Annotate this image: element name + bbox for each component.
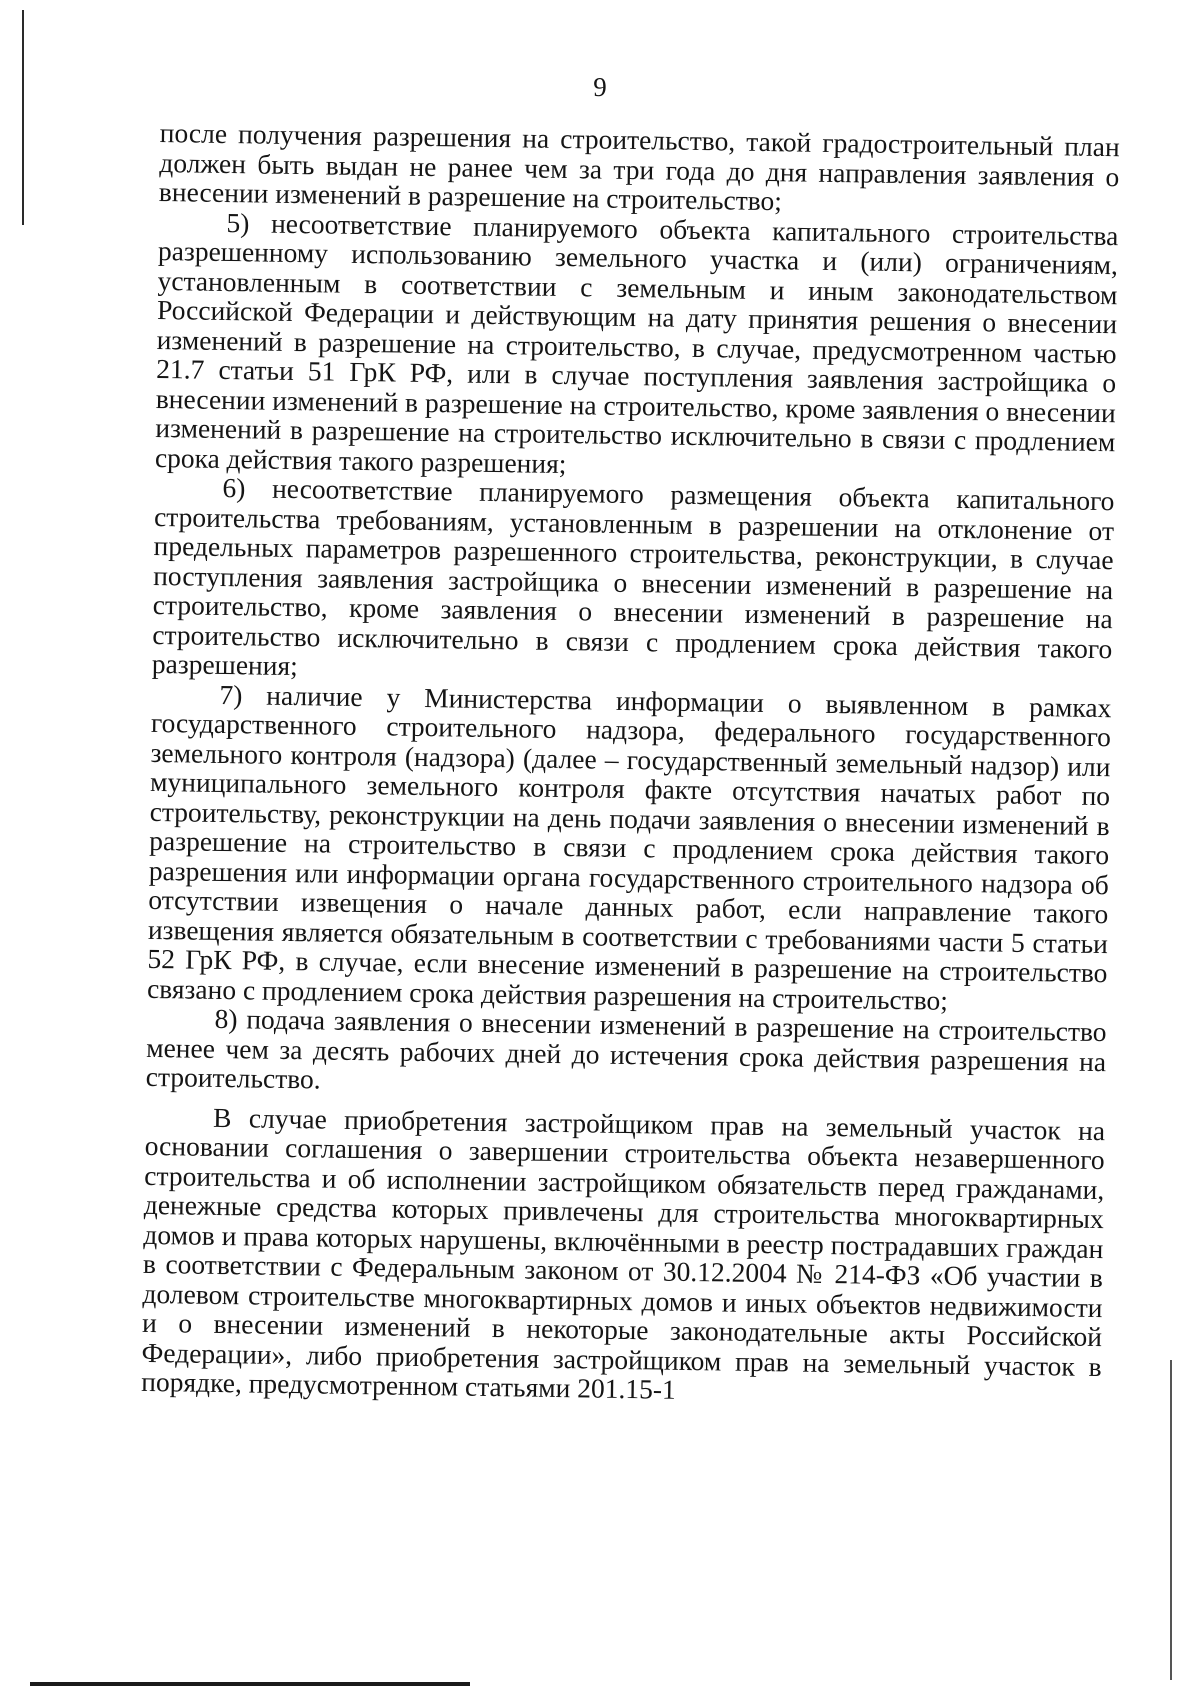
paragraph-land-acquisition: В случае приобретения застройщиком прав на земельный участок на основании соглашения о завершении строительства объекта незавершенного строительства и об исполнении застройщиком обязательств перед гражданами, денежные средства которых привлечены для строительства многоквартирных домов и права которых нарушены, включёнными в реестр пострадавших граждан в соответствии с Федеральным законом от 30.12.2004 № 214-ФЗ «Об участии в долевом строительстве многоквартирных домов и иных объектов недвижимости и о внесении изменений в некоторые законодательные акты Российской Федерации», либо приобретения застройщиком прав на земельный участок в порядке, предусмотренном статьями 201.15-1 <box>141 1101 1106 1405</box>
scan-edge-right <box>1170 1360 1172 1680</box>
list-item-6: 6) несоответствие планируемого размещения объекта капитального строительства требованиям, установленным в разрешении на отклонение от предельных параметров разрешенного строительства, реконструкции, в случае поступления заявления застройщика о внесении изменений в разрешение на строительство, кроме заявления о внесении изменений в разрешение на строительство исключительно в связи с продлением срока действия такого разрешения; <box>151 471 1115 682</box>
scan-edge-bottom <box>30 1682 470 1686</box>
page-number: 9 <box>593 72 607 102</box>
list-item-7: 7) наличие у Министерства информации о выявленном в рамках государственного строительного надзора, федерального государственного земельного контроля (надзора) (далее – государственный земельный надзор) или муниципального земельного контроля факте отсутствия начатых работ по строительству, реконструкции на день подачи заявления о внесении изменений в разрешение на строительство в связи с продлением срока действия такого разрешения или информации органа государственного строительного надзора об отсутствии извещения о начале данных работ, если направление такого извещения является обязательным в соответствии с требованиями части 5 статьи 52 ГрК РФ, в случае, если внесение изменений в разрешение на строительство связано с продлением срока действия разрешения на строительство; <box>146 678 1112 1016</box>
paragraph-continuation: после получения разрешения на строительство, такой градостроительный план должен быть выдан не ранее чем за три года до дня направления заявления о внесении изменений в разрешение на строительство; <box>158 117 1120 217</box>
document-body <box>141 118 1120 1411</box>
scan-edge-left <box>22 10 24 225</box>
list-item-5: 5) несоответствие планируемого объекта капитального строительства разрешенному использованию земельного участка и (или) ограничениям, установленным в соответствии с земельным и иным законодательством Российской Федерации и действующим на дату принятия решения о внесении изменений в разрешение на строительство, в случае, предусмотренном частью 21.7 статьи 51 ГрК РФ, или в случае поступления заявления застройщика о внесении изменений в разрешение на строительство, кроме заявления о внесении изменений в разрешение на строительство исключительно в связи с продлением срока действия такого разрешения; <box>154 206 1119 479</box>
list-item-8: 8) подача заявления о внесении изменений в разрешение на строительство менее чем за десять рабочих дней до истечения срока действия разрешения на строительство. <box>145 1002 1107 1095</box>
